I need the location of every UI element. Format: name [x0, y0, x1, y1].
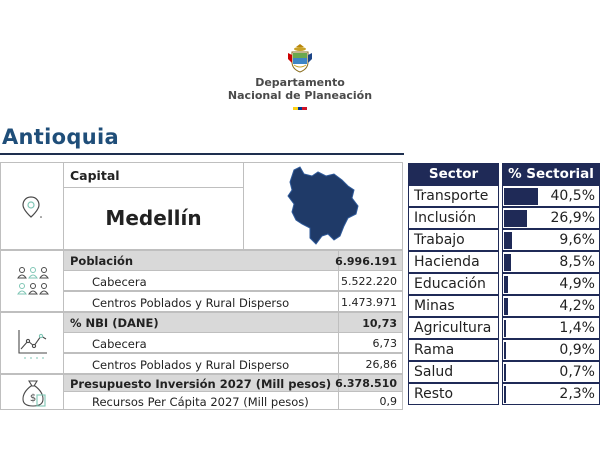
- population-row-1: [63, 270, 339, 291]
- sector-name: Trabajo: [408, 229, 499, 251]
- sector-pct-cell: [502, 339, 600, 361]
- sector-row: [408, 317, 600, 339]
- sector-row: [408, 361, 600, 383]
- budget-row-1-value: 0,9: [379, 395, 397, 408]
- sector-name: Transporte: [408, 185, 499, 207]
- population-row-1-label: Cabecera: [92, 275, 147, 289]
- sector-pct-value: 26,9%: [550, 210, 595, 226]
- region-title: Antioquia: [2, 125, 119, 149]
- sector-header: Sector: [408, 163, 499, 185]
- sector-pct-value: 2,3%: [559, 386, 595, 402]
- sector-pct-cell: [502, 207, 600, 229]
- sector-pct-value: 9,6%: [559, 232, 595, 248]
- nbi-row-2-label: Centros Poblados y Rural Disperso: [92, 358, 290, 372]
- budget-row-1: [63, 391, 339, 410]
- sector-share-bar: [504, 276, 508, 293]
- sector-pct-value: 4,2%: [559, 298, 595, 314]
- budget-row-1-label: Recursos Per Cápita 2027 (Mill pesos): [92, 395, 309, 409]
- capital-icon-cell: [0, 162, 64, 250]
- sector-pct-cell: [502, 361, 600, 383]
- sector-share-bar: [504, 188, 538, 205]
- svg-text:$: $: [29, 393, 37, 404]
- sector-pct-value: 4,9%: [559, 276, 595, 292]
- sector-name: Agricultura: [408, 317, 499, 339]
- sector-pct-cell: [502, 317, 600, 339]
- capital-label-cell: [63, 162, 244, 188]
- sector-name: Rama: [408, 339, 499, 361]
- population-label: Población: [70, 254, 134, 268]
- sector-pct-value: 0,7%: [559, 364, 595, 380]
- population-label-cell: [63, 250, 339, 271]
- population-row-2: [63, 291, 339, 312]
- title-divider: [0, 153, 404, 155]
- sector-pct-value: 8,5%: [559, 254, 595, 270]
- nbi-total: 10,73: [362, 317, 397, 330]
- nbi-row-1: [63, 332, 339, 353]
- nbi-label-cell: [63, 312, 339, 333]
- nbi-row-2: [63, 353, 339, 374]
- location-pin-icon: [21, 195, 43, 221]
- sector-row: [408, 185, 600, 207]
- budget-row-1-value-cell: [338, 391, 403, 410]
- budget-total-cell: [335, 374, 403, 392]
- nbi-row-2-value-cell: [338, 353, 403, 374]
- budget-label-cell: [63, 374, 339, 392]
- sector-name: Inclusión: [408, 207, 499, 229]
- org-name-line2: Nacional de Planeación: [227, 89, 373, 102]
- sector-share-bar: [504, 298, 508, 315]
- sector-pct-value: 40,5%: [550, 188, 595, 204]
- org-name-line1: Departamento: [255, 76, 345, 89]
- nbi-row-2-value: 26,86: [365, 358, 397, 371]
- people-group-icon: [16, 265, 50, 299]
- sector-row: [408, 229, 600, 251]
- nbi-row-1-value-cell: [338, 332, 403, 353]
- capital-name-cell: [63, 187, 244, 250]
- line-chart-icon: [16, 327, 50, 361]
- flag-stripe: [293, 107, 307, 110]
- sector-pct-value: 1,4%: [559, 320, 595, 336]
- sector-share-bar: [504, 386, 506, 403]
- population-row-2-label: Centros Poblados y Rural Disperso: [92, 296, 290, 310]
- sector-row: [408, 273, 600, 295]
- sector-pct-cell: [502, 185, 600, 207]
- sector-row: [408, 295, 600, 317]
- nbi-row-1-value: 6,73: [372, 337, 397, 350]
- coat-of-arms-logo: [286, 43, 314, 73]
- sector-share-bar: [504, 232, 512, 249]
- sector-pct-cell: [502, 295, 600, 317]
- population-row-1-value-cell: [338, 270, 403, 291]
- nbi-total-cell: [338, 312, 403, 333]
- sector-share-bar: [504, 342, 506, 359]
- sector-share-bar: [504, 254, 511, 271]
- sector-name: Resto: [408, 383, 499, 405]
- antioquia-map-icon: [282, 164, 366, 248]
- population-icon-cell: [0, 250, 64, 312]
- sector-row: [408, 339, 600, 361]
- population-total-cell: [335, 250, 403, 271]
- nbi-icon-cell: [0, 312, 64, 374]
- population-total: 6.996.191: [335, 255, 397, 268]
- sector-name: Salud: [408, 361, 499, 383]
- sector-pct-cell: [502, 251, 600, 273]
- population-row-2-value: 1.473.971: [341, 296, 397, 309]
- nbi-label: % NBI (DANE): [70, 316, 159, 330]
- sector-pct-cell: [502, 273, 600, 295]
- sector-pct-value: 0,9%: [559, 342, 595, 358]
- sector-share-bar: [504, 364, 506, 381]
- population-row-1-value: 5.522.220: [341, 275, 397, 288]
- capital-label: Capital: [70, 168, 120, 183]
- sector-pct-cell: [502, 229, 600, 251]
- sector-name: Minas: [408, 295, 499, 317]
- sector-row: [408, 383, 600, 405]
- sector-share-bar: [504, 210, 527, 227]
- capital-name: Medellín: [105, 206, 202, 230]
- sector-share-bar: [504, 320, 506, 337]
- sector-pct-cell: [502, 383, 600, 405]
- money-bag-icon: [20, 378, 46, 408]
- sector-row: [408, 251, 600, 273]
- budget-label: Presupuesto Inversión 2027 (Mill pesos): [70, 377, 332, 391]
- sector-name: Hacienda: [408, 251, 499, 273]
- region-map-cell: [243, 162, 403, 250]
- sector-name: Educación: [408, 273, 499, 295]
- population-row-2-value-cell: [338, 291, 403, 312]
- sector-row: [408, 207, 600, 229]
- pct-sectorial-header: % Sectorial: [502, 163, 600, 185]
- budget-icon-cell: [0, 374, 64, 410]
- budget-total: 6.378.510: [335, 377, 397, 390]
- nbi-row-1-label: Cabecera: [92, 337, 147, 351]
